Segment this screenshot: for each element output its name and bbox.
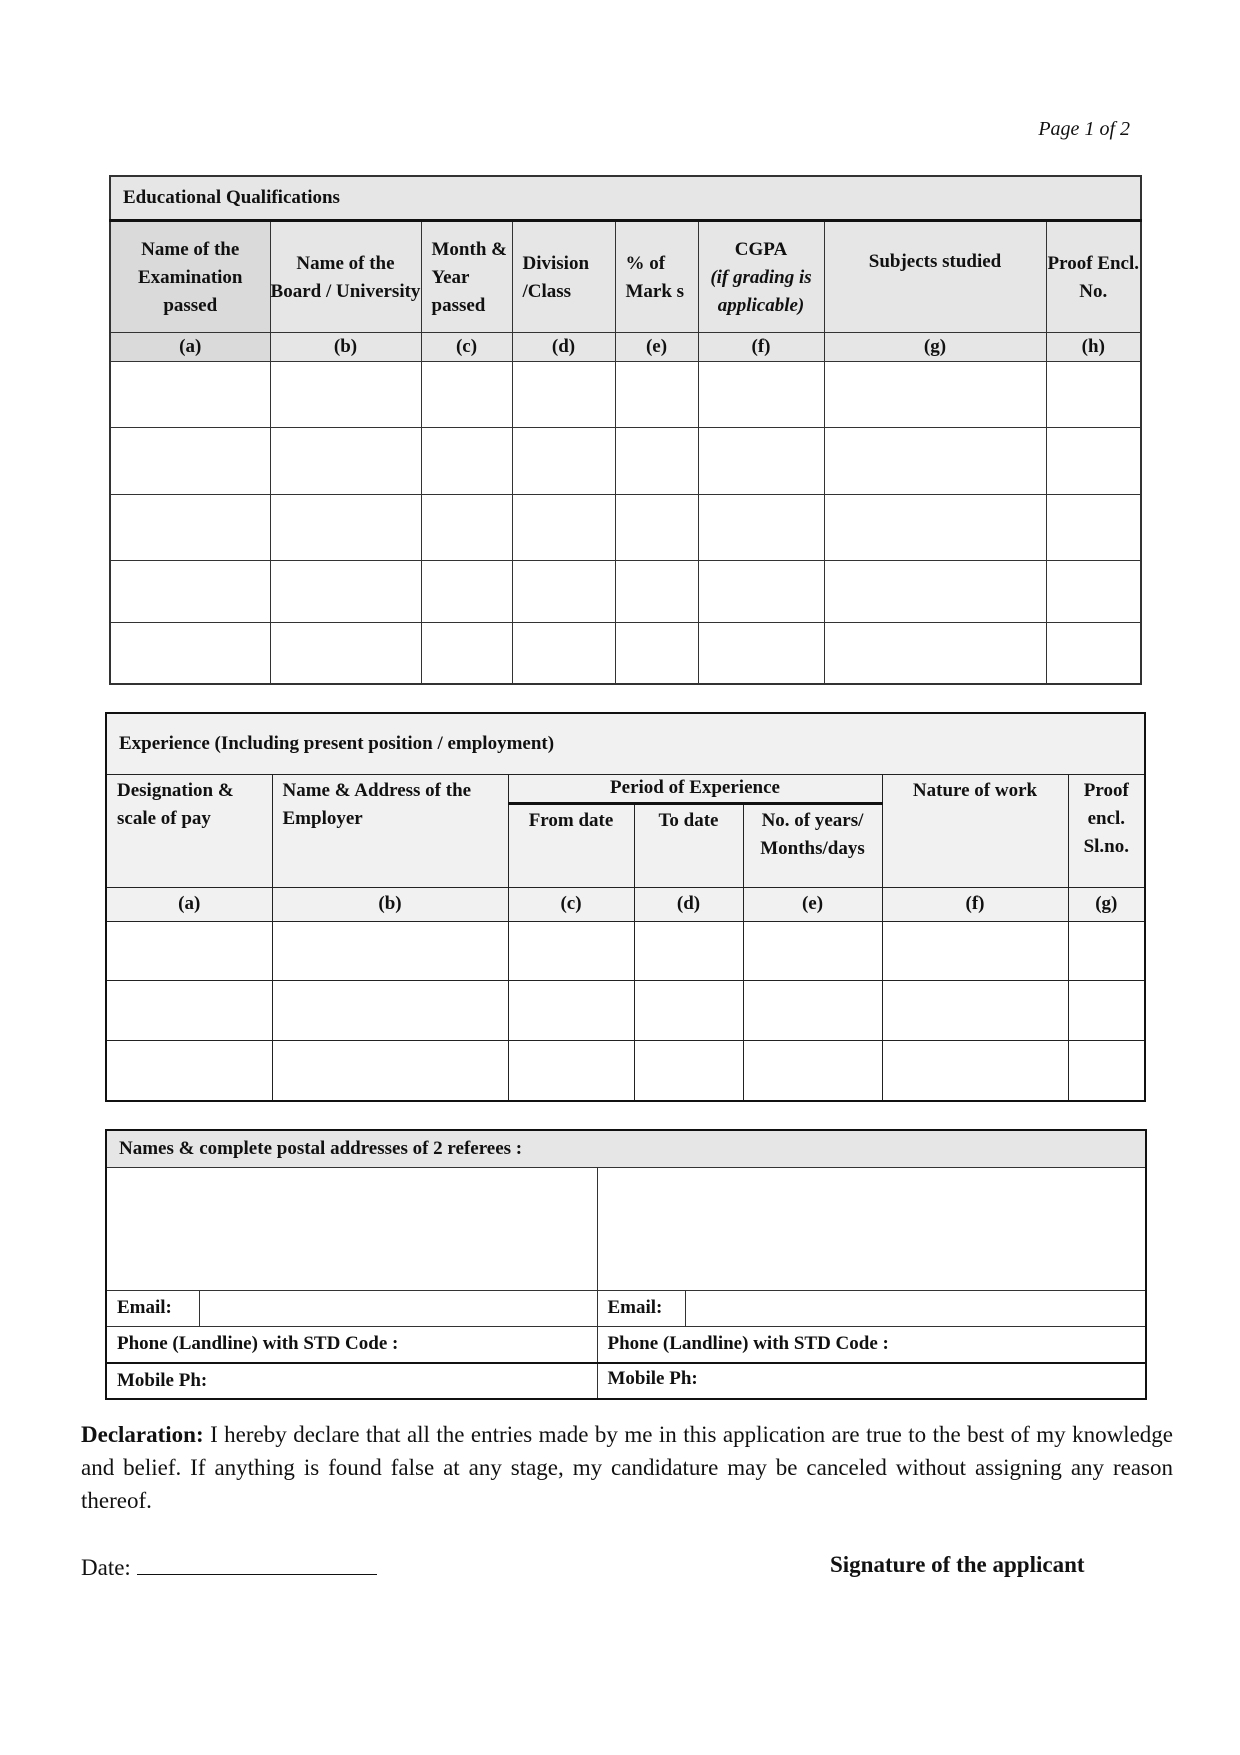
cell-exam[interactable]	[110, 427, 270, 494]
cell-proof[interactable]	[1046, 427, 1141, 494]
experience-title: Experience (Including present position / employment)	[106, 713, 1145, 774]
page-indicator: Page 1 of 2	[1038, 118, 1130, 140]
col-to-date: To date	[634, 803, 743, 887]
cell-designation[interactable]	[106, 921, 272, 980]
letter-e: (e)	[743, 887, 882, 921]
date-field[interactable]	[137, 1552, 377, 1575]
cell-month-year[interactable]	[421, 622, 512, 684]
cell-nature[interactable]	[882, 980, 1068, 1040]
cell-percent[interactable]	[615, 622, 698, 684]
date-section	[81, 1552, 377, 1581]
cell-to-date[interactable]	[634, 921, 743, 980]
cell-nature[interactable]	[882, 921, 1068, 980]
letter-b: (b)	[272, 887, 508, 921]
cell-employer[interactable]	[272, 1040, 508, 1101]
col-month-year: Month & Year passed	[421, 220, 512, 332]
referee-2-email-label: Email:	[597, 1290, 685, 1326]
cell-proof[interactable]	[1046, 494, 1141, 560]
cell-proof[interactable]	[1046, 622, 1141, 684]
cell-division[interactable]	[512, 622, 615, 684]
cell-month-year[interactable]	[421, 560, 512, 622]
cell-month-year[interactable]	[421, 361, 512, 427]
cell-division[interactable]	[512, 494, 615, 560]
referee-2-phone-field[interactable]	[597, 1326, 1146, 1363]
cell-division[interactable]	[512, 427, 615, 494]
referee-2-phone-label: Phone (Landline) with STD Code :	[607, 1333, 889, 1355]
cell-designation[interactable]	[106, 1040, 272, 1101]
experience-row	[106, 1040, 1145, 1101]
cell-subjects[interactable]	[824, 427, 1046, 494]
cell-percent[interactable]	[615, 494, 698, 560]
referee-1-email-label: Email:	[106, 1290, 199, 1326]
letter-a: (a)	[110, 332, 270, 361]
experience-row	[106, 921, 1145, 980]
letter-f: (f)	[882, 887, 1068, 921]
referee-2-mobile-label: Mobile Ph:	[607, 1368, 698, 1389]
cell-duration[interactable]	[743, 980, 882, 1040]
col-division: Division /Class	[512, 220, 615, 332]
declaration	[81, 1418, 1173, 1517]
cell-subjects[interactable]	[824, 560, 1046, 622]
cell-exam[interactable]	[110, 361, 270, 427]
education-table	[109, 175, 1142, 685]
cell-designation[interactable]	[106, 980, 272, 1040]
cgpa-note: (if grading is applicable)	[710, 266, 812, 316]
cell-proof[interactable]	[1068, 1040, 1145, 1101]
experience-row	[106, 980, 1145, 1040]
cell-board[interactable]	[270, 361, 421, 427]
cell-from-date[interactable]	[508, 980, 634, 1040]
cell-to-date[interactable]	[634, 1040, 743, 1101]
cell-board[interactable]	[270, 560, 421, 622]
cell-from-date[interactable]	[508, 921, 634, 980]
cell-from-date[interactable]	[508, 1040, 634, 1101]
referee-1-phone-field[interactable]	[106, 1326, 597, 1363]
letter-d: (d)	[634, 887, 743, 921]
letter-e: (e)	[615, 332, 698, 361]
period-of-experience: Period of Experience	[508, 774, 882, 803]
education-row	[110, 427, 1141, 494]
cell-exam[interactable]	[110, 494, 270, 560]
cell-employer[interactable]	[272, 980, 508, 1040]
letter-b: (b)	[270, 332, 421, 361]
declaration-text: I hereby declare that all the entries made by me in this application are true to the best of my knowledge and belief. If anything is found false at any stage, my candidature may be canceled without assigning any reason thereof.	[81, 1422, 1173, 1513]
cell-cgpa[interactable]	[698, 622, 824, 684]
cell-board[interactable]	[270, 427, 421, 494]
col-exam-name: Name of the Examination passed	[110, 220, 270, 332]
cell-cgpa[interactable]	[698, 560, 824, 622]
cell-employer[interactable]	[272, 921, 508, 980]
cell-exam[interactable]	[110, 560, 270, 622]
education-row	[110, 560, 1141, 622]
letter-h: (h)	[1046, 332, 1141, 361]
experience-table	[105, 712, 1146, 1102]
cell-proof[interactable]	[1068, 980, 1145, 1040]
cell-subjects[interactable]	[824, 494, 1046, 560]
cell-proof[interactable]	[1046, 560, 1141, 622]
cell-duration[interactable]	[743, 921, 882, 980]
cell-percent[interactable]	[615, 361, 698, 427]
cell-cgpa[interactable]	[698, 427, 824, 494]
cell-month-year[interactable]	[421, 494, 512, 560]
cell-month-year[interactable]	[421, 427, 512, 494]
letter-g: (g)	[1068, 887, 1145, 921]
col-from-date: From date	[508, 803, 634, 887]
education-row	[110, 361, 1141, 427]
letter-d: (d)	[512, 332, 615, 361]
cell-cgpa[interactable]	[698, 494, 824, 560]
col-nature-of-work: Nature of work	[882, 774, 1068, 887]
col-percent-marks: % of Mark s	[615, 220, 698, 332]
cell-nature[interactable]	[882, 1040, 1068, 1101]
letter-a: (a)	[106, 887, 272, 921]
col-employer: Name & Address of the Employer	[272, 774, 508, 887]
referee-2-email-field[interactable]	[685, 1290, 1146, 1326]
col-proof: Proof Encl. No.	[1046, 220, 1141, 332]
education-row	[110, 494, 1141, 560]
col-board: Name of the Board / University	[270, 220, 421, 332]
letter-g: (g)	[824, 332, 1046, 361]
signature-label: Signature of the applicant	[830, 1552, 1085, 1577]
cell-to-date[interactable]	[634, 980, 743, 1040]
referee-1-mobile-label: Mobile Ph:	[117, 1370, 208, 1391]
col-cgpa	[698, 220, 824, 332]
letter-c: (c)	[421, 332, 512, 361]
referee-1-email-field[interactable]	[199, 1290, 597, 1326]
cell-subjects[interactable]	[824, 361, 1046, 427]
col-duration: No. of years/ Months/days	[743, 803, 882, 887]
cell-exam[interactable]	[110, 622, 270, 684]
cell-proof[interactable]	[1046, 361, 1141, 427]
cell-subjects[interactable]	[824, 622, 1046, 684]
cell-division[interactable]	[512, 560, 615, 622]
referee-1-phone-label: Phone (Landline) with STD Code :	[117, 1333, 399, 1355]
referee-2-mobile-field[interactable]	[597, 1363, 1146, 1399]
referees-title: Names & complete postal addresses of 2 referees :	[106, 1130, 1146, 1167]
cell-board[interactable]	[270, 622, 421, 684]
referee-2-address[interactable]	[597, 1167, 1146, 1290]
cell-proof[interactable]	[1068, 921, 1145, 980]
cell-division[interactable]	[512, 361, 615, 427]
education-title: Educational Qualifications	[110, 176, 1141, 220]
cell-cgpa[interactable]	[698, 361, 824, 427]
col-proof: Proof encl. Sl.no.	[1068, 774, 1145, 887]
date-label: Date:	[81, 1555, 131, 1580]
col-designation: Designation & scale of pay	[106, 774, 272, 887]
col-subjects: Subjects studied	[824, 220, 1046, 332]
referee-1-address[interactable]	[106, 1167, 597, 1290]
letter-c: (c)	[508, 887, 634, 921]
cell-percent[interactable]	[615, 560, 698, 622]
referees-table	[105, 1129, 1147, 1400]
cgpa-label: CGPA	[734, 238, 788, 260]
declaration-label: Declaration:	[81, 1422, 204, 1447]
education-row	[110, 622, 1141, 684]
cell-percent[interactable]	[615, 427, 698, 494]
cell-duration[interactable]	[743, 1040, 882, 1101]
letter-f: (f)	[698, 332, 824, 361]
cell-board[interactable]	[270, 494, 421, 560]
referee-1-mobile-field[interactable]	[106, 1363, 597, 1399]
